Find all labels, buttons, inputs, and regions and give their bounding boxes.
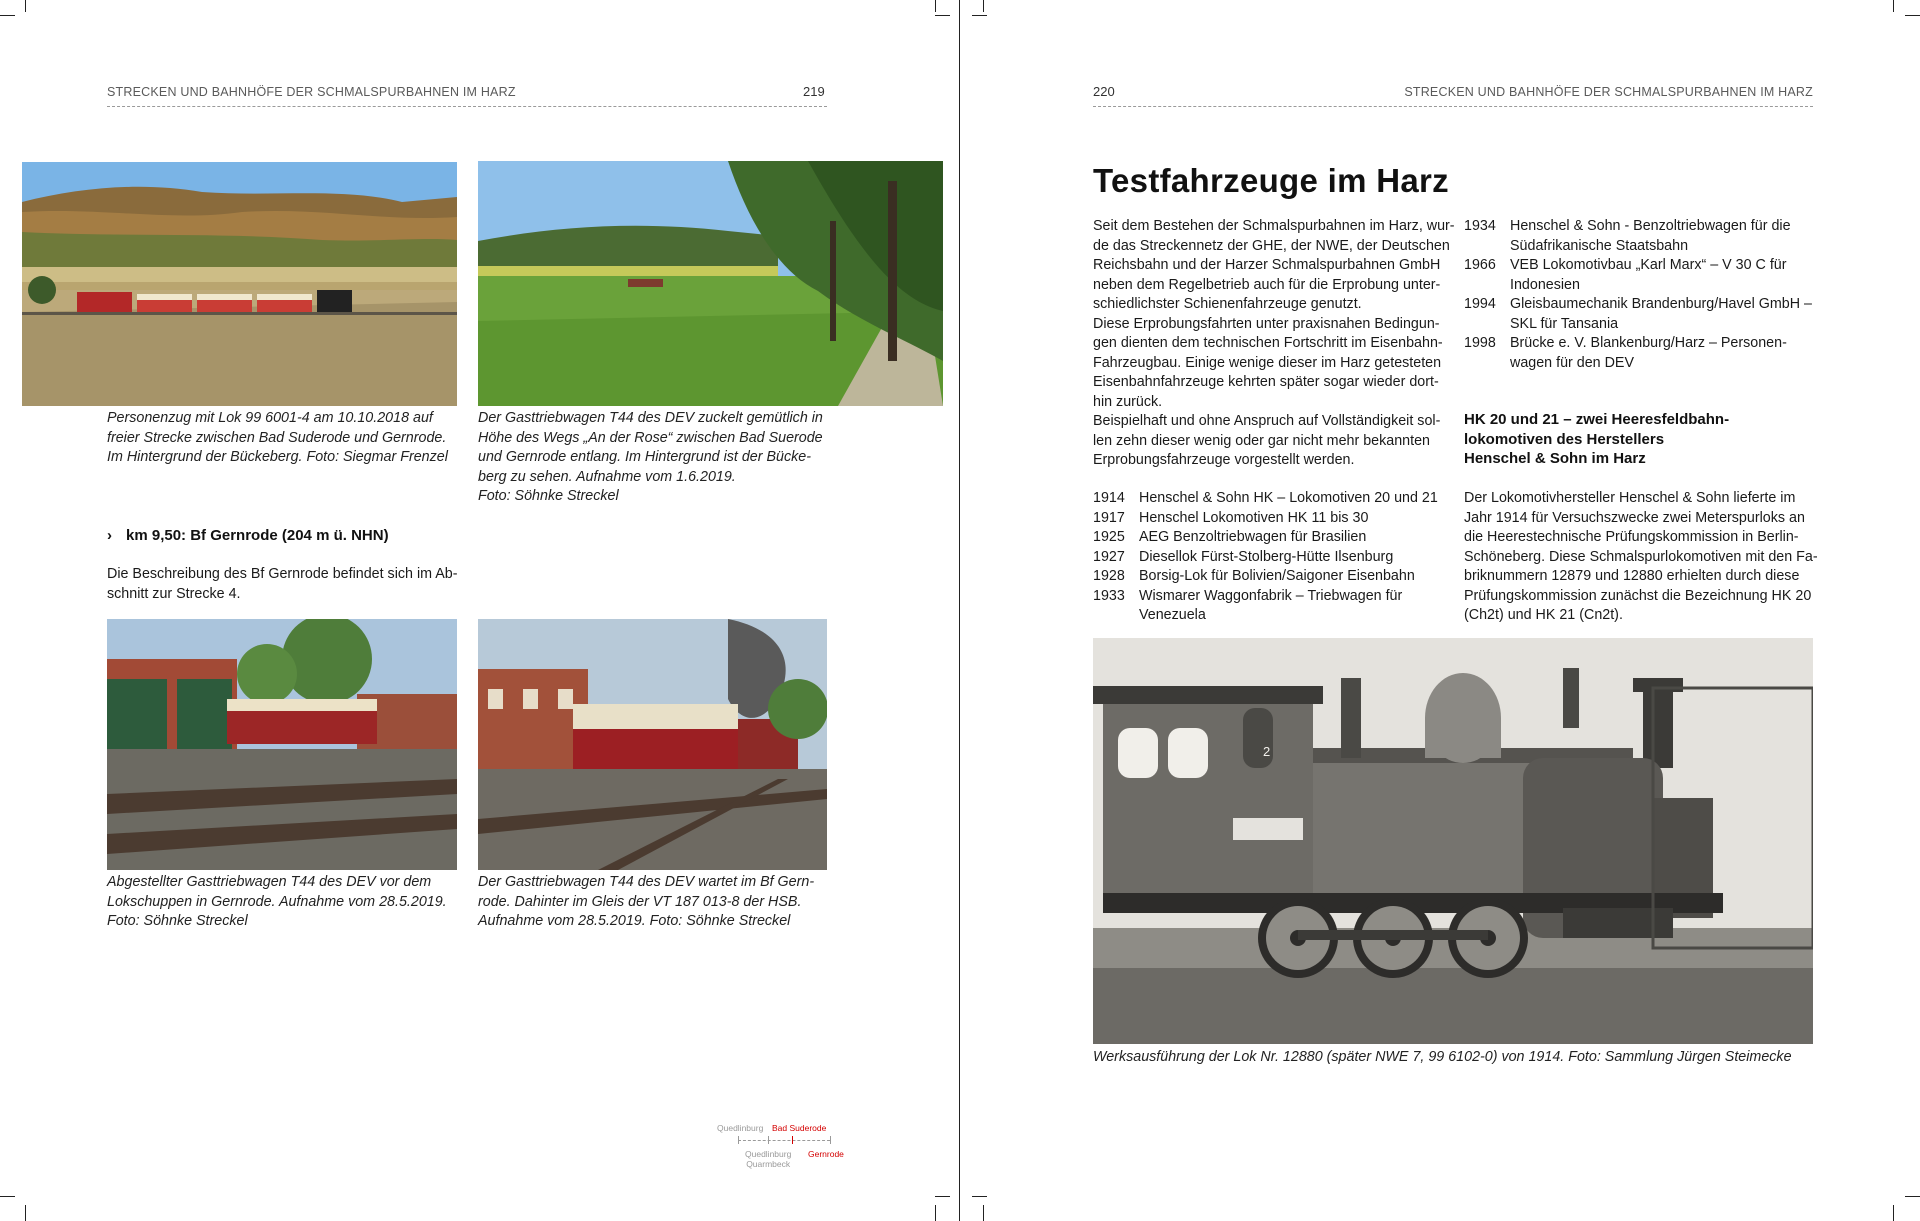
right-page-number: 220 bbox=[1093, 84, 1115, 99]
timeline-entry-continued: Venezuela bbox=[1139, 607, 1206, 623]
timeline-entry-continued: Südafrikanische Staatsbahn bbox=[1510, 237, 1689, 254]
crop-mark bbox=[935, 0, 936, 12]
caption-photo-bottom-left: Abgestellter Gasttriebwagen T44 des DEV vor dem Lokschuppen in Gernrode. Aufnahme vom 28.5.2019. Foto: Söhnke Streckel bbox=[107, 874, 447, 929]
timeline-entry-continued: SKL für Tansania bbox=[1510, 315, 1619, 332]
intro-text: Seit dem Bestehen der Schmalspurbahnen im Harz, wur- de das Streckennetz der GHE, der NWE, der Deutschen Reichsbahn und der Harzer Schmalspurbahnen GmbH neben dem Regelbetrieb auch für die Erprobung unter- schiedlichster Schienenfahrzeuge genutzt. Diese Erprobungsfahrten unter praxisnahen Bedingun- gen dienten dem technischen Fortschritt im Eisenbahn- Fahrzeugbau. Einige wenige dieser im Harz getesteten Eisenbahnfahrzeuge kehrten später sogar wieder dort- hin zurück. Beispielhaft und ohne Anspruch auf Vollständigkeit sol- len zehn dieser wenig oder gar nicht mehr bekannten Erprobungsfahrzeuge vorgestellt werden. bbox=[1093, 218, 1455, 468]
route-station-bad-suderode: Bad Suderode bbox=[772, 1123, 827, 1133]
right-header-rule bbox=[1093, 106, 1813, 107]
crop-mark bbox=[1893, 1205, 1894, 1221]
crop-mark bbox=[972, 15, 987, 16]
left-page-number: 219 bbox=[803, 84, 825, 99]
left-running-head: STRECKEN UND BAHNHÖFE DER SCHMALSPURBAHNEN IM HARZ bbox=[107, 85, 516, 99]
locomotive-number-plate: 2 bbox=[1263, 744, 1271, 759]
timeline-left bbox=[1093, 489, 1453, 626]
timeline-entry: 1998 Brücke e. V. Blankenburg/Harz – Personen- bbox=[1464, 335, 1787, 351]
photo-railcar-meadow bbox=[478, 161, 943, 406]
crop-mark bbox=[25, 1205, 26, 1221]
timeline-right bbox=[1464, 217, 1814, 373]
section-heading-gernrode bbox=[107, 527, 389, 544]
crop-mark bbox=[935, 15, 950, 16]
crop-mark bbox=[25, 0, 26, 12]
left-header-rule bbox=[107, 106, 827, 107]
caption-locomotive-photo: Werksausführung der Lok Nr. 12880 (später NWE 7, 99 6102-0) von 1914. Foto: Sammlung Jürgen Steimecke bbox=[1093, 1049, 1792, 1065]
route-station-quedlinburg-quarmbeck: Quedlinburg Quarmbeck bbox=[745, 1149, 792, 1169]
timeline-entry-continued: wagen für den DEV bbox=[1510, 354, 1634, 371]
route-line bbox=[738, 1140, 830, 1141]
route-tick bbox=[768, 1136, 769, 1144]
subheading-hk20-hk21: HK 20 und 21 – zwei Heeresfeldbahn- lokomotiven des Herstellers Henschel & Sohn im Harz bbox=[1464, 411, 1730, 467]
section-marker-icon: › bbox=[107, 527, 112, 544]
route-tick bbox=[830, 1136, 831, 1144]
crop-mark bbox=[935, 1196, 950, 1197]
crop-mark bbox=[983, 1205, 984, 1221]
caption-photo-top-left: Personenzug mit Lok 99 6001-4 am 10.10.2018 auf freier Strecke zwischen Bad Suderode und Gernrode. Im Hintergrund der Bückeberg. Foto: Siegmar Frenzel bbox=[107, 410, 448, 465]
crop-mark bbox=[1905, 1196, 1920, 1197]
crop-mark bbox=[1893, 0, 1894, 12]
route-tick bbox=[738, 1136, 739, 1144]
timeline-entry: 1994 Gleisbaumechanik Brandenburg/Havel GmbH – bbox=[1464, 296, 1812, 312]
timeline-entry: 1914 Henschel & Sohn HK – Lokomotiven 20 und 21 bbox=[1093, 490, 1438, 506]
page-title: Testfahrzeuge im Harz bbox=[1093, 162, 1449, 199]
route-station-gernrode: Gernrode bbox=[808, 1149, 844, 1159]
route-tick bbox=[792, 1136, 793, 1144]
section-heading-text: km 9,50: Bf Gernrode (204 m ü. NHN) bbox=[126, 527, 389, 544]
timeline-entry: 1933 Wismarer Waggonfabrik – Triebwagen für bbox=[1093, 587, 1403, 604]
caption-photo-top-right: Der Gasttriebwagen T44 des DEV zuckelt gemütlich in Höhe des Wegs „An der Rose“ zwischen Bad Suerode und Gernrode entlang. Im Hintergrund ist der Bücke- berg zu sehen. Aufnahme vom 1.6.2019. Foto: Söhnke Streckel bbox=[478, 410, 823, 504]
timeline-entry: 1927 Diesellok Fürst-Stolberg-Hütte Ilsenburg bbox=[1093, 548, 1394, 565]
timeline-entry: 1966 VEB Lokomotivbau „Karl Marx“ – V 30 C für bbox=[1464, 257, 1787, 273]
timeline-entry: 1928 Borsig-Lok für Bolivien/Saigoner Eisenbahn bbox=[1093, 568, 1415, 584]
crop-mark bbox=[983, 0, 984, 12]
photo-railcar-engine-shed bbox=[107, 619, 457, 870]
caption-photo-bottom-right: Der Gasttriebwagen T44 des DEV wartet im Bf Gern- rode. Dahinter im Gleis der VT 187 013-8 der HSB. Aufnahme vom 28.5.2019. Foto: Söhnke Streckel bbox=[478, 874, 815, 929]
route-mini-map bbox=[710, 1118, 850, 1170]
photo-henschel-locomotive bbox=[1093, 638, 1813, 1044]
section-text-gernrode: Die Beschreibung des Bf Gernrode befindet sich im Ab- schnitt zur Strecke 4. bbox=[107, 566, 458, 602]
crop-mark bbox=[0, 15, 15, 16]
crop-mark bbox=[935, 1205, 936, 1221]
subsection-text: Der Lokomotivhersteller Henschel & Sohn lieferte im Jahr 1914 für Versuchszwecke zwei Meterspurloks an die Heerestechnische Prüfungskommission in Berlin- Schöneberg. Diese Schmalspurlokomotiven mit den Fa- briknummern 12879 und 12880 erhielten durch diese Prüfungskommission zunächst die Bezeichnung HK 20 (Ch2t) und HK 21 (Cn2t). bbox=[1464, 490, 1818, 623]
right-running-head: STRECKEN UND BAHNHÖFE DER SCHMALSPURBAHNEN IM HARZ bbox=[1404, 85, 1813, 99]
crop-mark bbox=[972, 1196, 987, 1197]
crop-mark bbox=[1905, 15, 1920, 16]
timeline-entry: 1917 Henschel Lokomotiven HK 11 bis 30 bbox=[1093, 509, 1369, 526]
timeline-entry-continued: Indonesien bbox=[1510, 276, 1580, 293]
photo-steam-train-field bbox=[22, 162, 457, 406]
photo-railcar-station bbox=[478, 619, 827, 870]
book-gutter-line bbox=[959, 0, 960, 1221]
timeline-entry: 1925 AEG Benzoltriebwagen für Brasilien bbox=[1093, 529, 1367, 545]
route-station-quedlinburg: Quedlinburg bbox=[717, 1123, 764, 1133]
crop-mark bbox=[0, 1196, 15, 1197]
timeline-entry: 1934 Henschel & Sohn - Benzoltriebwagen für die bbox=[1464, 218, 1791, 234]
